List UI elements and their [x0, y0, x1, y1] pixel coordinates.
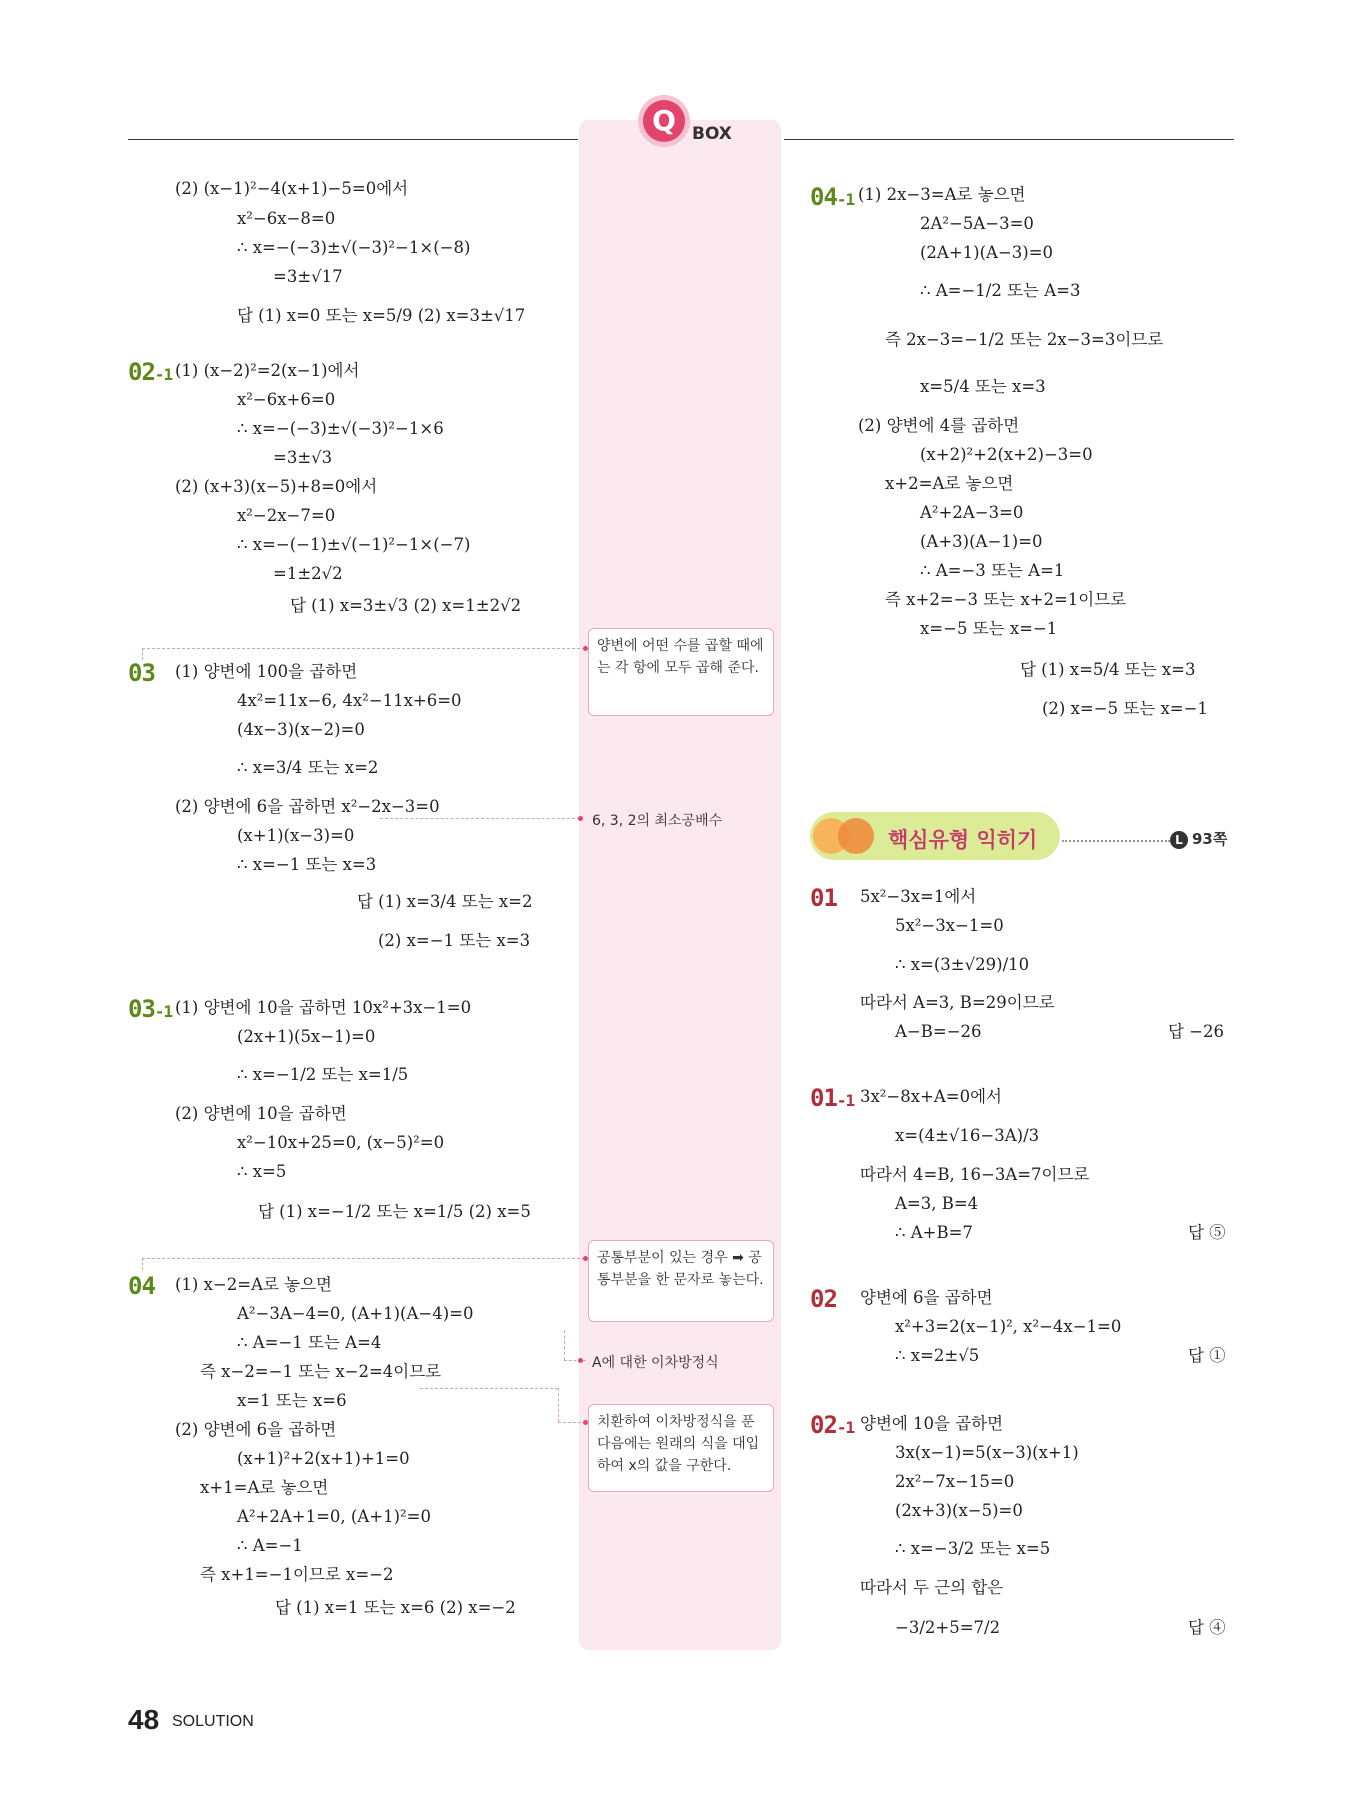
solution-line: ∴ x=−1/2 또는 x=1/5	[237, 1065, 409, 1084]
solution-line: =3±√3	[273, 448, 333, 467]
answer-line: (2) x=−5 또는 x=−1	[1042, 699, 1208, 718]
answer-line: 답 (1) x=3/4 또는 x=2	[357, 892, 533, 911]
connector	[142, 648, 143, 660]
solution-line: ∴ x=−3/2 또는 x=5	[895, 1539, 1051, 1558]
connector	[558, 1388, 559, 1422]
solution-line: 따라서 4=B, 16−3A=7이므로	[860, 1165, 1090, 1184]
problem-number: 03	[128, 659, 155, 687]
answer-line: 답 ⑤	[1188, 1223, 1226, 1242]
problem-number: 04-1	[810, 183, 855, 211]
problem-number: 01-1	[810, 1084, 855, 1112]
solution-line: ∴ A=−1	[237, 1536, 303, 1555]
answer-line: 답 (1) x=0 또는 x=5/9 (2) x=3±√17	[237, 306, 526, 325]
solution-line: 3x²−8x+A=0에서	[860, 1087, 1002, 1106]
problem-number: 04	[128, 1272, 155, 1300]
solution-line: ∴ A+B=7	[895, 1223, 973, 1242]
connector	[142, 1258, 585, 1259]
solution-line: =1±2√2	[273, 564, 343, 583]
solution-line: x²+3=2(x−1)², x²−4x−1=0	[895, 1317, 1122, 1336]
solution-line: 3x(x−1)=5(x−3)(x+1)	[895, 1443, 1079, 1462]
solution-line: ∴ x=−(−3)±√(−3)²−1×(−8)	[237, 238, 471, 257]
q-logo-icon: Q	[643, 100, 685, 142]
solution-line: ∴ x=−1 또는 x=3	[237, 855, 377, 874]
qbox-label: BOX	[692, 124, 732, 144]
connector-dot	[578, 816, 583, 821]
solution-line: x²−2x−7=0	[237, 506, 336, 525]
top-rule-right	[784, 139, 1234, 140]
solution-line: (2) 양변에 6을 곱하면 x²−2x−3=0	[175, 797, 440, 816]
solution-line: A²+2A+1=0, (A+1)²=0	[237, 1507, 431, 1526]
top-rule-left	[128, 139, 578, 140]
solution-line: x+2=A로 놓으면	[885, 474, 1014, 493]
solution-line: ∴ x=−(−1)±√(−1)²−1×(−7)	[237, 535, 471, 554]
answer-line: 답 (1) x=1 또는 x=6 (2) x=−2	[275, 1598, 516, 1617]
qbox-note: 공통부분이 있는 경우 ➡ 공통부분을 한 문자로 놓는다.	[588, 1240, 774, 1322]
solution-line: −3/2+5=7/2	[895, 1618, 1001, 1637]
footer-label: SOLUTION	[172, 1713, 254, 1730]
solution-line: (x+1)(x−3)=0	[237, 826, 355, 845]
solution-line: A−B=−26	[895, 1022, 982, 1041]
page-number: 48	[128, 1704, 160, 1735]
problem-number: 02-1	[810, 1411, 855, 1439]
solution-line: 즉 2x−3=−1/2 또는 2x−3=3이므로	[885, 330, 1164, 349]
solution-line: 4x²=11x−6, 4x²−11x+6=0	[237, 691, 462, 710]
circle-deco-icon	[838, 818, 874, 854]
answer-line: 답 ①	[1188, 1346, 1226, 1365]
solution-line: A²−3A−4=0, (A+1)(A−4)=0	[237, 1304, 474, 1323]
connector	[564, 1330, 565, 1360]
solution-line: ∴ A=−1/2 또는 A=3	[920, 281, 1081, 300]
solution-line: 양변에 6을 곱하면	[860, 1288, 993, 1307]
answer-line: 답 (1) x=5/4 또는 x=3	[1020, 660, 1196, 679]
qbox-note: 6, 3, 2의 최소공배수	[592, 813, 723, 829]
solution-line: A²+2A−3=0	[920, 503, 1024, 522]
solution-line: ∴ x=3/4 또는 x=2	[237, 758, 379, 777]
solution-line: 즉 x−2=−1 또는 x−2=4이므로	[200, 1362, 442, 1381]
connector	[420, 1388, 558, 1389]
answer-line: 답 −26	[1168, 1022, 1225, 1041]
solution-line: (x+1)²+2(x+1)+1=0	[237, 1449, 410, 1468]
solution-line: ∴ x=−(−3)±√(−3)²−1×6	[237, 419, 444, 438]
solution-line: x²−6x−8=0	[237, 209, 336, 228]
connector	[558, 1422, 586, 1423]
solution-line: ∴ A=−3 또는 A=1	[920, 561, 1065, 580]
solution-line: 2x²−7x−15=0	[895, 1472, 1015, 1491]
solution-line: 따라서 A=3, B=29이므로	[860, 993, 1055, 1012]
solution-line: (2) (x−1)²−4(x+1)−5=0에서	[175, 179, 409, 198]
solution-line: (2) 양변에 10을 곱하면	[175, 1104, 347, 1123]
answer-line: 답 (1) x=3±√3 (2) x=1±2√2	[290, 596, 522, 615]
solution-line: x=5/4 또는 x=3	[920, 377, 1046, 396]
solution-line: (1) 양변에 100을 곱하면	[175, 662, 358, 681]
solution-line: (2x+3)(x−5)=0	[895, 1501, 1023, 1520]
solution-line: ∴ A=−1 또는 A=4	[237, 1333, 382, 1352]
solution-line: x=(4±√16−3A)/3	[895, 1126, 1040, 1145]
solution-line: (1) 양변에 10을 곱하면 10x²+3x−1=0	[175, 998, 472, 1017]
connector-dot	[578, 1358, 583, 1363]
solution-line: (2x+1)(5x−1)=0	[237, 1027, 376, 1046]
solution-line: (2) 양변에 6을 곱하면	[175, 1420, 337, 1439]
solution-line: 양변에 10을 곱하면	[860, 1414, 1004, 1433]
page-reference	[1170, 828, 1227, 849]
connector	[142, 1258, 143, 1270]
solution-line: 따라서 두 근의 합은	[860, 1578, 1004, 1597]
leader-dots	[1062, 840, 1170, 842]
connector	[142, 648, 585, 649]
connector	[380, 818, 580, 819]
answer-line: 답 ④	[1188, 1618, 1226, 1637]
solution-line: ∴ x=(3±√29)/10	[895, 955, 1030, 974]
problem-number: 02	[810, 1285, 837, 1313]
core-section-title: 핵심유형 익히기	[888, 828, 1038, 852]
solution-line: (2) (x+3)(x−5)+8=0에서	[175, 477, 378, 496]
qbox-note: A에 대한 이차방정식	[592, 1355, 719, 1371]
solution-line: x+1=A로 놓으면	[200, 1478, 329, 1497]
solution-line: x²−6x+6=0	[237, 390, 336, 409]
solution-line: 즉 x+2=−3 또는 x+2=1이므로	[885, 590, 1127, 609]
solution-line: 즉 x+1=−1이므로 x=−2	[200, 1565, 394, 1584]
problem-number: 01	[810, 884, 837, 912]
problem-number: 02-1	[128, 358, 173, 386]
answer-line: (2) x=−1 또는 x=3	[378, 931, 531, 950]
solution-line: x=−5 또는 x=−1	[920, 619, 1058, 638]
lesson-icon: L	[1170, 831, 1188, 849]
solution-line: (x+2)²+2(x+2)−3=0	[920, 445, 1093, 464]
solution-line: 2A²−5A−3=0	[920, 214, 1034, 233]
page-ref-text: 93쪽	[1192, 830, 1228, 848]
solution-line: (2A+1)(A−3)=0	[920, 243, 1054, 262]
solution-line: (A+3)(A−1)=0	[920, 532, 1043, 551]
solution-line: x=1 또는 x=6	[237, 1391, 347, 1410]
solution-line: 5x²−3x=1에서	[860, 887, 977, 906]
qbox-note: 치환하여 이차방정식을 푼 다음에는 원래의 식을 대입하여 x의 값을 구한다.	[588, 1404, 774, 1492]
solution-line: (1) 2x−3=A로 놓으면	[858, 185, 1026, 204]
solution-line: A=3, B=4	[895, 1194, 979, 1213]
solution-line: ∴ x=5	[237, 1162, 287, 1181]
solution-line: 5x²−3x−1=0	[895, 916, 1004, 935]
problem-number: 03-1	[128, 995, 173, 1023]
solution-line: (1) x−2=A로 놓으면	[175, 1275, 332, 1294]
qbox-note: 양변에 어떤 수를 곱할 때에는 각 항에 모두 곱해 준다.	[588, 628, 774, 716]
answer-line: 답 (1) x=−1/2 또는 x=1/5 (2) x=5	[258, 1202, 531, 1221]
solution-line: =3±√17	[273, 267, 343, 286]
solution-line: (1) (x−2)²=2(x−1)에서	[175, 361, 360, 380]
solution-line: (4x−3)(x−2)=0	[237, 720, 365, 739]
solution-line: (2) 양변에 4를 곱하면	[858, 416, 1020, 435]
solution-line: x²−10x+25=0, (x−5)²=0	[237, 1133, 445, 1152]
solution-line: ∴ x=2±√5	[895, 1346, 980, 1365]
